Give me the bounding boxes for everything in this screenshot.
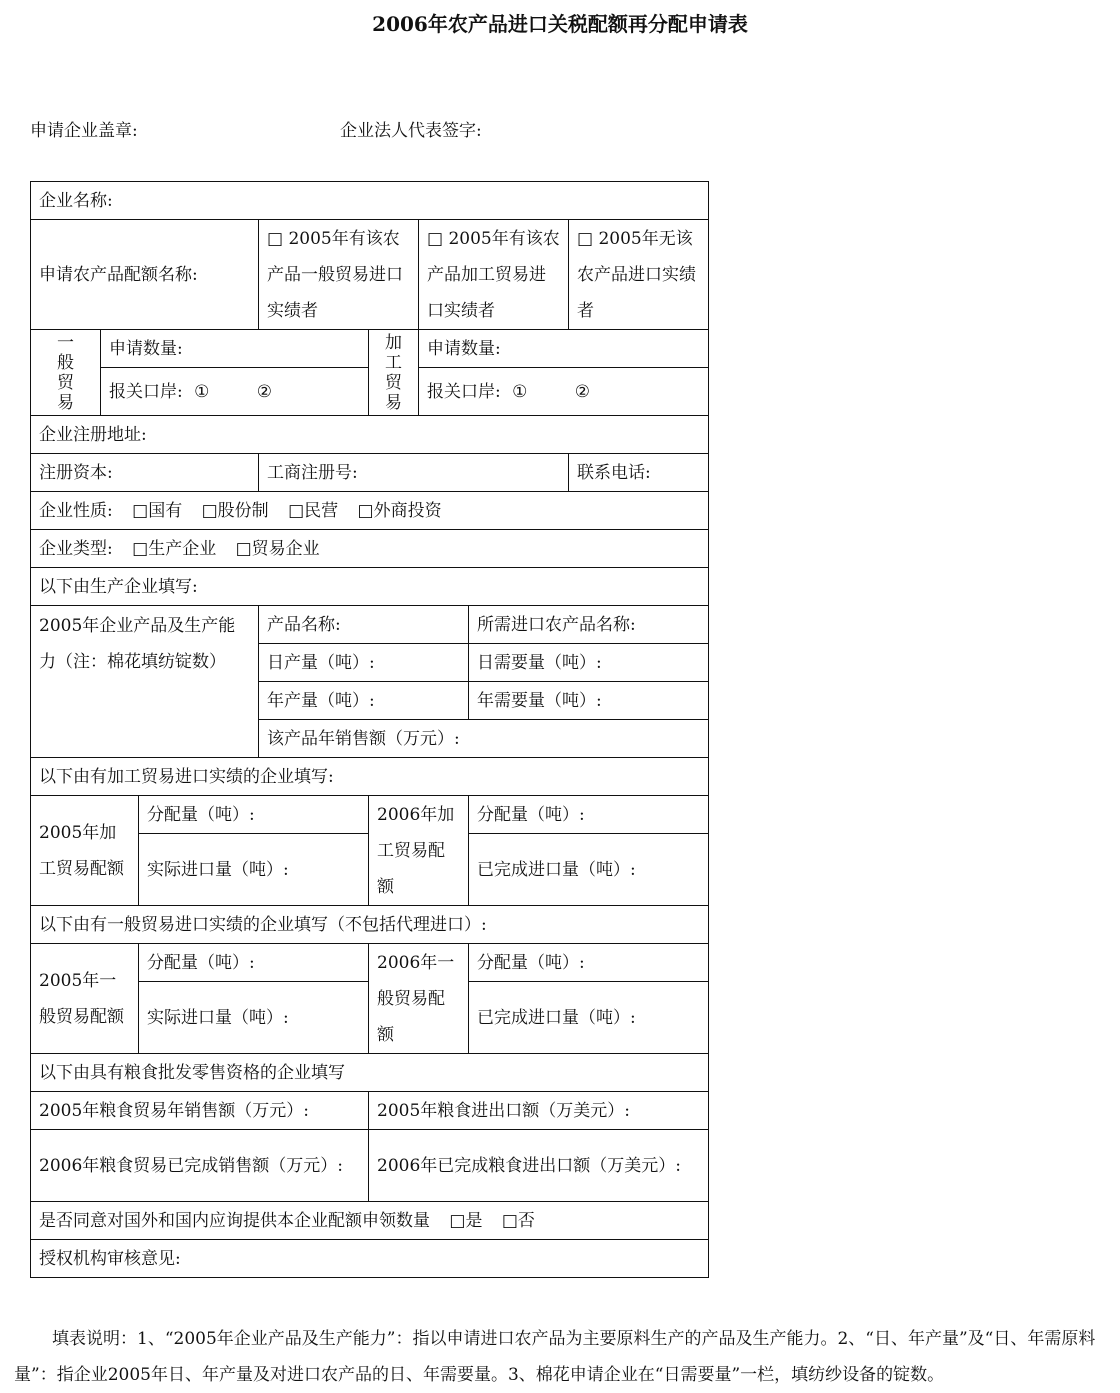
- processing-apply-qty-field[interactable]: 申请数量:: [419, 330, 709, 368]
- processing-customs-port-field[interactable]: [419, 368, 709, 416]
- general-actual-import-field[interactable]: 实际进口量（吨）:: [139, 982, 369, 1054]
- processing-actual-import-field[interactable]: 实际进口量（吨）:: [139, 834, 369, 906]
- processing-2005-label: 2005年加工贸易配额: [31, 796, 139, 906]
- page-title: 2006年农产品进口关税配额再分配申请表: [372, 12, 748, 36]
- grain-sales-2005-field[interactable]: 2005年粮食贸易年销售额（万元）:: [31, 1092, 369, 1130]
- consent-yes-checkbox[interactable]: □是: [449, 1210, 483, 1231]
- customs-port-label: 报关口岸:: [109, 381, 183, 402]
- option-no-record-checkbox[interactable]: □ 2005年无该农产品进口实绩者: [569, 220, 709, 330]
- general-2005-allocated-field[interactable]: 分配量（吨）:: [139, 944, 369, 982]
- consent-row: [31, 1202, 709, 1240]
- port-2-marker: ②: [256, 381, 273, 402]
- company-nature-row: [31, 492, 709, 530]
- consent-no-checkbox[interactable]: □否: [501, 1210, 535, 1231]
- processing-completed-import-field[interactable]: 已完成进口量（吨）:: [469, 834, 709, 906]
- business-reg-no-field[interactable]: 工商注册号:: [259, 454, 569, 492]
- grain-trade-2006-field[interactable]: 2006年已完成粮食进出口额（万美元）:: [369, 1130, 709, 1202]
- quota-name-label: 申请农产品配额名称:: [31, 220, 259, 330]
- port-1-marker: ①: [194, 381, 210, 402]
- general-completed-import-field[interactable]: 已完成进口量（吨）:: [469, 982, 709, 1054]
- option-general-trade-checkbox[interactable]: □ 2005年有该农产品一般贸易进口实绩者: [259, 220, 419, 330]
- general-apply-qty-field[interactable]: 申请数量:: [101, 330, 369, 368]
- company-seal-label: 申请企业盖章:: [30, 121, 138, 141]
- legal-rep-signature-label: 企业法人代表签字:: [340, 121, 482, 141]
- processing-section-header: 以下由有加工贸易进口实绩的企业填写:: [31, 758, 709, 796]
- nature-state-owned-checkbox[interactable]: □国有: [132, 500, 183, 521]
- nature-foreign-invested-checkbox[interactable]: □外商投资: [357, 500, 442, 521]
- general-2006-allocated-field[interactable]: 分配量（吨）:: [469, 944, 709, 982]
- company-nature-label: 企业性质:: [39, 500, 113, 521]
- grain-section-header: 以下由具有粮食批发零售资格的企业填写: [31, 1054, 709, 1092]
- general-2006-label: 2006年一般贸易配额: [369, 944, 469, 1054]
- grain-sales-2006-field[interactable]: 2006年粮食贸易已完成销售额（万元）:: [31, 1130, 369, 1202]
- grain-trade-2005-field[interactable]: 2005年粮食进出口额（万美元）:: [369, 1092, 709, 1130]
- general-section-header: 以下由有一般贸易进口实绩的企业填写（不包括代理进口）:: [31, 906, 709, 944]
- capacity-label: 2005年企业产品及生产能力（注：棉花填纺锭数）: [31, 606, 259, 758]
- nature-private-checkbox[interactable]: □民营: [288, 500, 339, 521]
- customs-port-label: 报关口岸:: [427, 381, 501, 402]
- general-trade-label: 一般贸易: [57, 332, 74, 413]
- application-form-table: [30, 181, 709, 1278]
- processing-2005-allocated-field[interactable]: 分配量（吨）:: [139, 796, 369, 834]
- reg-capital-field[interactable]: 注册资本:: [31, 454, 259, 492]
- phone-field[interactable]: 联系电话:: [569, 454, 709, 492]
- product-name-field[interactable]: 产品名称:: [259, 606, 469, 644]
- company-type-label: 企业类型:: [39, 538, 113, 559]
- form-instructions: 填表说明：1、“2005年企业产品及生产能力”：指以申请进口农产品为主要原料生产的产品及生产能力。2、“日、年产量”及“日、年需原料量”：指企业2005年日、年产量及对进口农产品的日、年需要量。3、棉花申请企业在“日需要量”一栏，填纺纱设备的锭数。: [14, 1329, 1096, 1385]
- processing-2006-allocated-field[interactable]: 分配量（吨）:: [469, 796, 709, 834]
- type-producer-checkbox[interactable]: □生产企业: [132, 538, 217, 559]
- general-2005-label: 2005年一般贸易配额: [31, 944, 139, 1054]
- port-2-marker: ②: [574, 381, 591, 402]
- annual-demand-field[interactable]: 年需要量（吨）:: [469, 682, 709, 720]
- general-customs-port-field[interactable]: [101, 368, 369, 416]
- company-name-field[interactable]: 企业名称:: [31, 182, 709, 220]
- daily-demand-field[interactable]: 日需要量（吨）:: [469, 644, 709, 682]
- port-1-marker: ①: [512, 381, 528, 402]
- company-type-row: [31, 530, 709, 568]
- option-processing-trade-checkbox[interactable]: □ 2005年有该农产品加工贸易进口实绩者: [419, 220, 569, 330]
- type-trader-checkbox[interactable]: □贸易企业: [235, 538, 320, 559]
- authority-opinion-field[interactable]: 授权机构审核意见:: [31, 1240, 709, 1278]
- processing-2006-label: 2006年加工贸易配额: [369, 796, 469, 906]
- general-trade-vertical-label: [31, 330, 101, 416]
- processing-trade-vertical-label: [369, 330, 419, 416]
- annual-output-field[interactable]: 年产量（吨）:: [259, 682, 469, 720]
- daily-output-field[interactable]: 日产量（吨）:: [259, 644, 469, 682]
- reg-address-field[interactable]: 企业注册地址:: [31, 416, 709, 454]
- processing-trade-label: 加工贸易: [385, 332, 402, 413]
- producer-section-header: 以下由生产企业填写:: [31, 568, 709, 606]
- nature-joint-stock-checkbox[interactable]: □股份制: [201, 500, 269, 521]
- consent-label: 是否同意对国外和国内应询提供本企业配额申领数量: [39, 1210, 430, 1231]
- annual-sales-field[interactable]: 该产品年销售额（万元）:: [259, 720, 709, 758]
- import-product-name-field[interactable]: 所需进口农产品名称:: [469, 606, 709, 644]
